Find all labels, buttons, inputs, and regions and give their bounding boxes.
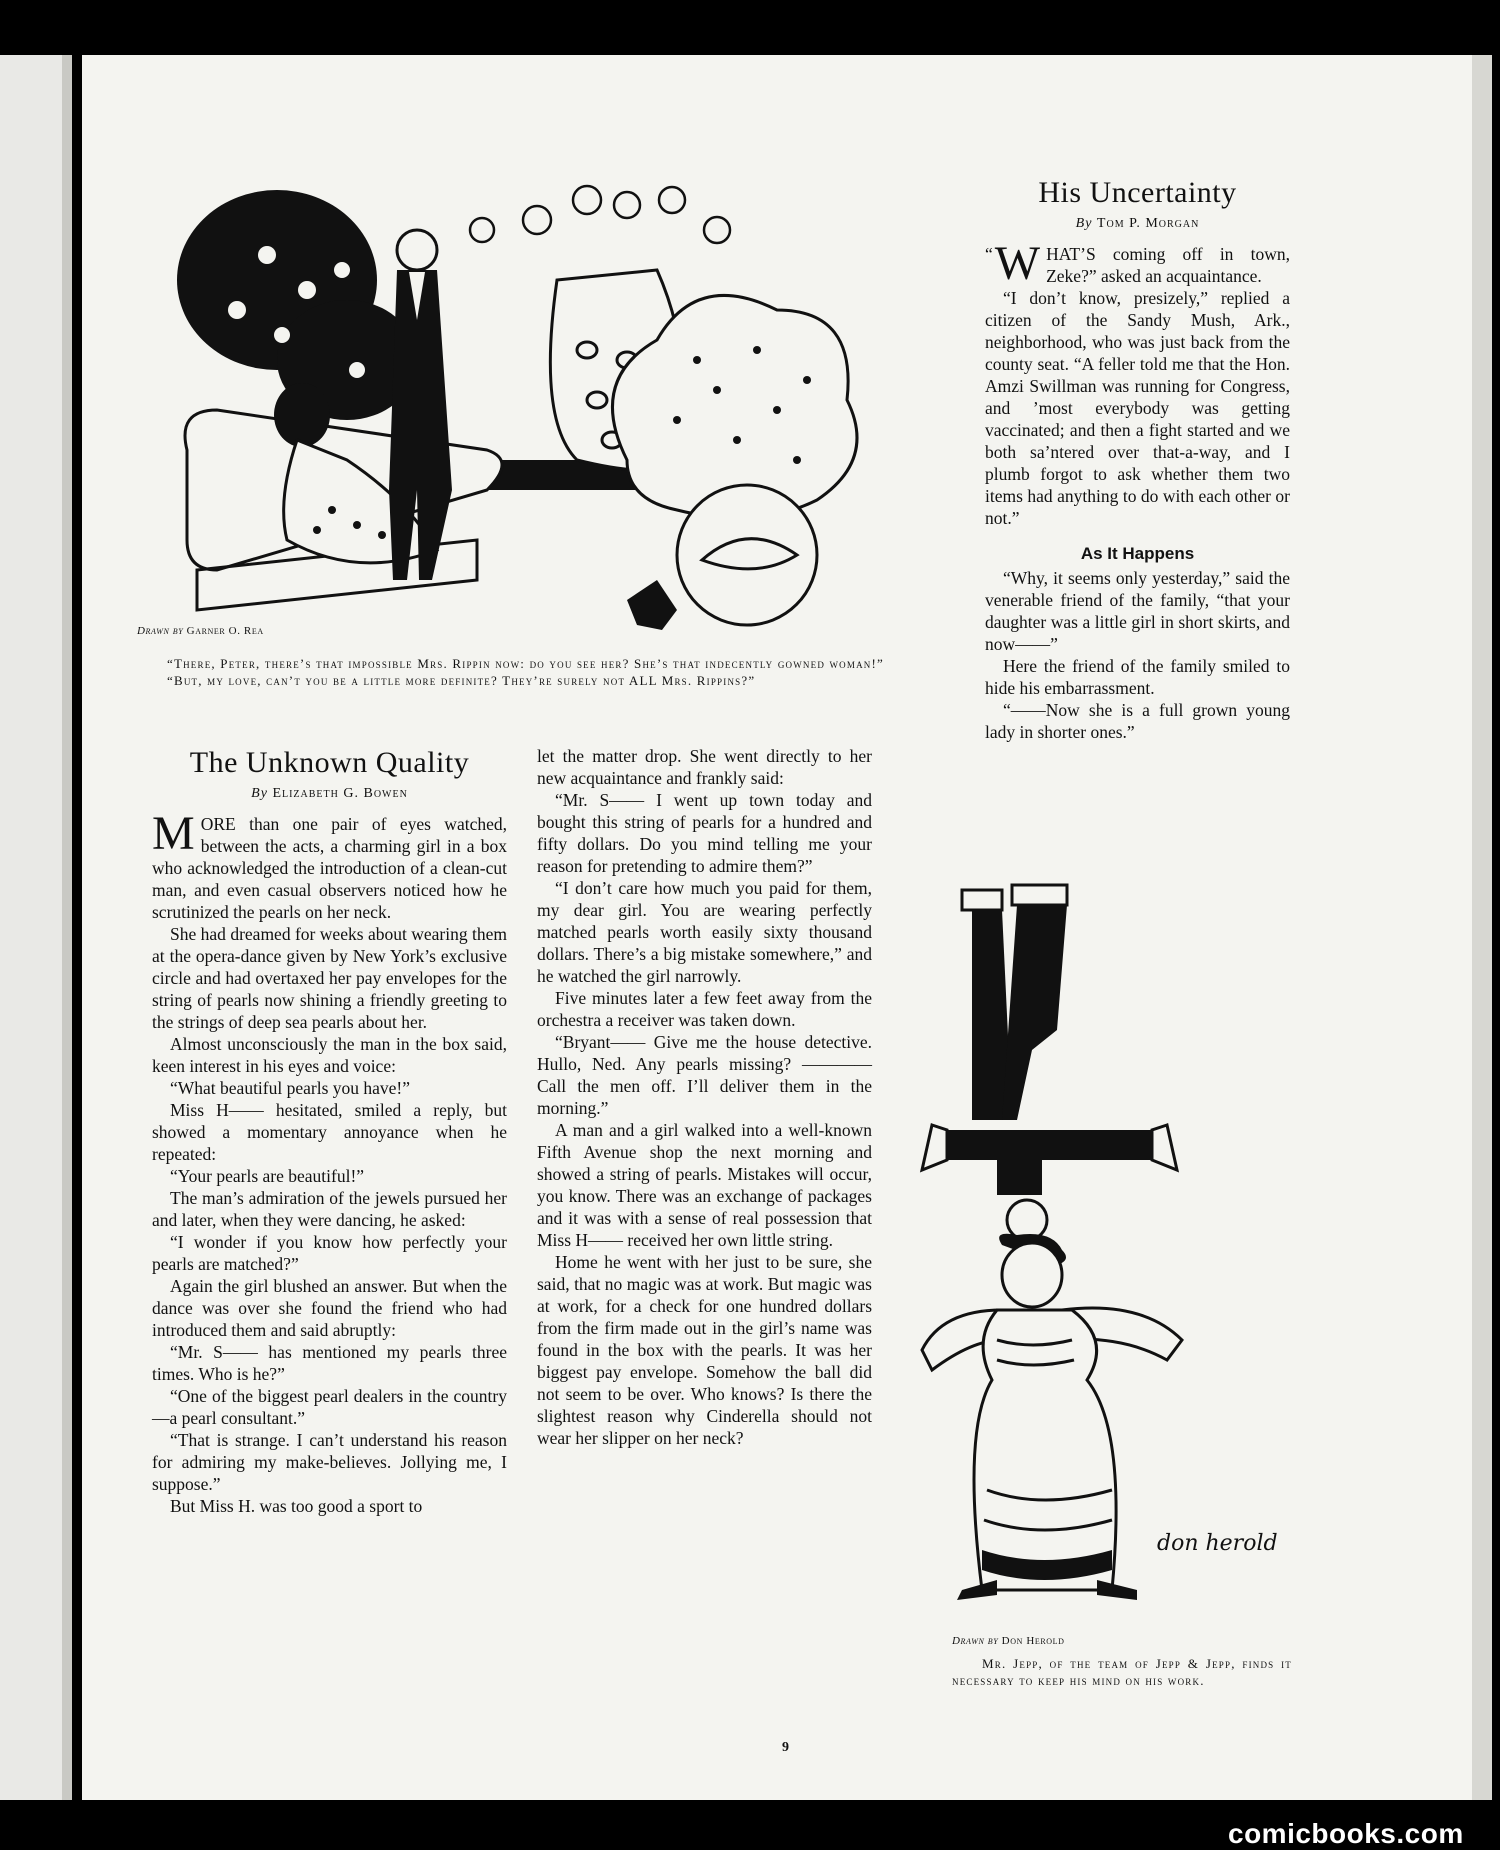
as-it-happens-p1: “Why, it seems only yesterday,” said the venerable friend of the family, “that your daughter was a little girl in short skirts, and now——” bbox=[985, 568, 1290, 654]
illustrator-signature: don herold bbox=[1157, 1531, 1278, 1556]
his-uncertainty-column bbox=[985, 175, 1290, 743]
site-watermark: comicbooks.com bbox=[1228, 1818, 1464, 1849]
top-illustration-credit: Drawn by Garner O. Rea bbox=[137, 625, 264, 637]
right-page-edge bbox=[1470, 55, 1492, 1800]
magazine-page bbox=[82, 55, 1472, 1800]
caption-line-2: “But, my love, can’t you be a little more definite? They’re surely not ALL Mrs. Rippins?” bbox=[167, 673, 756, 688]
unknown-quality-p7: The man’s admiration of the jewels pursued her and later, when they were dancing, he asked: bbox=[152, 1188, 507, 1230]
unknown-quality-c2-p4: Five minutes later a few feet away from the orchestra a receiver was taken down. bbox=[537, 988, 872, 1030]
his-uncertainty-p2: “I don’t know, presizely,” replied a citizen of the Sandy Mush, Ark., neighborhood, who was just back from the county seat. “A feller told me that the Hon. Amzi Swillman was running for Congress, and ’most everybody was getting vaccinated; and then a fight started and we both sa’ntered over that-a-way, and I plumb forgot to ask whether them two items had anything to do with each other or not.” bbox=[985, 288, 1290, 528]
unknown-quality-title: The Unknown Quality bbox=[189, 746, 470, 779]
unknown-quality-c2-p1: let the matter drop. She went directly to her new acquaintance and frankly said: bbox=[537, 746, 872, 788]
unknown-quality-p11: “One of the biggest pearl dealers in the country—a pearl consultant.” bbox=[152, 1386, 507, 1428]
unknown-quality-p4: “What beautiful pearls you have!” bbox=[170, 1078, 411, 1098]
bottom-illustration-credit: Drawn by Don Herold bbox=[952, 1635, 1065, 1647]
unknown-quality-c2-p6: A man and a girl walked into a well-known Fifth Avenue shop the next morning and showed a string of pearls. Mistakes will occur, you know. There was an exchange of packages and it was with a sense of real possession that Miss H—— received her own little string. bbox=[537, 1120, 872, 1250]
unknown-quality-p8: “I wonder if you know how perfectly your pearls are matched?” bbox=[152, 1232, 507, 1274]
unknown-quality-c2-p7: Home he went with her just to be sure, she said, that no magic was at work. But magic was at work, for a check for one hundred dollars from the firm made out in the girl’s name was found in the box with the pearls. It was her biggest pay envelope. Somehow the ball did not seem to be over. Who knows? Is there the slightest reason why Cinderella should not wear her slipper on her neck? bbox=[537, 1252, 872, 1448]
party-scene-illustration bbox=[157, 160, 977, 660]
as-it-happens-p3: “——Now she is a full grown young lady in shorter ones.” bbox=[985, 700, 1290, 742]
dropcap-m: M bbox=[152, 807, 195, 860]
his-uncertainty-byline: By Tom P. Morgan bbox=[1075, 216, 1200, 231]
acrobat-illustration bbox=[902, 870, 1292, 1600]
unknown-quality-p2: She had dreamed for weeks about wearing them at the opera-dance given by New York’s exclusive circle and had overtaxed her pay envelopes for the string of pearls now shining a friendly greeting to the strings of deep sea pearls about her. bbox=[152, 924, 507, 1032]
his-uncertainty-p1: “ W HAT’S coming off in town, Zeke?” asked an acquaintance. bbox=[985, 237, 1290, 290]
top-illustration-caption bbox=[137, 655, 1037, 689]
unknown-quality-column-1 bbox=[152, 745, 507, 1517]
unknown-quality-p5: Miss H—— hesitated, smiled a reply, but showed a momentary annoyance when he repeated: bbox=[152, 1100, 507, 1164]
page-number: 9 bbox=[782, 1740, 789, 1755]
unknown-quality-c2-p5: “Bryant—— Give me the house detective. Hullo, Ned. Any pearls missing? ———— Call the men off. I’ll deliver them in the morning.” bbox=[537, 1032, 872, 1118]
left-page-edge bbox=[0, 55, 72, 1800]
unknown-quality-p3: Almost unconsciously the man in the box said, keen interest in his eyes and voice: bbox=[152, 1034, 507, 1076]
unknown-quality-p6: “Your pearls are beautiful!” bbox=[170, 1166, 365, 1186]
his-uncertainty-title: His Uncertainty bbox=[1038, 176, 1237, 209]
unknown-quality-p1: MORE than one pair of eyes watched, between the acts, a charming girl in a box who acknowledged the introduction of a clean-cut man, and even casual observers noticed how he scrutinized the pearls on her neck. bbox=[152, 807, 507, 922]
unknown-quality-byline: By Elizabeth G. Bowen bbox=[251, 786, 408, 801]
unknown-quality-p10: “Mr. S—— has mentioned my pearls three times. Who is he?” bbox=[152, 1342, 507, 1384]
unknown-quality-p13: But Miss H. was too good a sport to bbox=[170, 1496, 423, 1516]
unknown-quality-c2-p3: “I don’t care how much you paid for them, my dear girl. You are wearing perfectly matched pearls worth easily sixty thousand dollars. There’s a big mistake somewhere,” and he watched the girl narrowly. bbox=[537, 878, 872, 986]
unknown-quality-c2-p2: “Mr. S—— I went up town today and bought this string of pearls for a hundred and fifty dollars. Do you mind telling me your reason for pretending to admire them?” bbox=[537, 790, 872, 876]
caption-line-1: “There, Peter, there’s that impossible Mrs. Rippin now: do you see her? She’s that indecently gowned woman!” bbox=[167, 656, 884, 671]
unknown-quality-p12: “That is strange. I can’t understand his reason for admiring my make-believes. Jollying me, I suppose.” bbox=[152, 1430, 507, 1494]
bottom-illustration-caption: Mr. Jepp, of the team of Jepp & Jepp, finds it necessary to keep his mind on his work. bbox=[952, 1656, 1292, 1688]
unknown-quality-p9: Again the girl blushed an answer. But when the dance was over she found the friend who had introduced them and said abruptly: bbox=[152, 1276, 507, 1340]
as-it-happens-title: As It Happens bbox=[1080, 544, 1195, 563]
as-it-happens-p2: Here the friend of the family smiled to hide his embarrassment. bbox=[985, 656, 1290, 698]
dropcap-w: W bbox=[994, 237, 1041, 290]
unknown-quality-column-2 bbox=[537, 745, 872, 1449]
page-gutter bbox=[62, 55, 72, 1800]
